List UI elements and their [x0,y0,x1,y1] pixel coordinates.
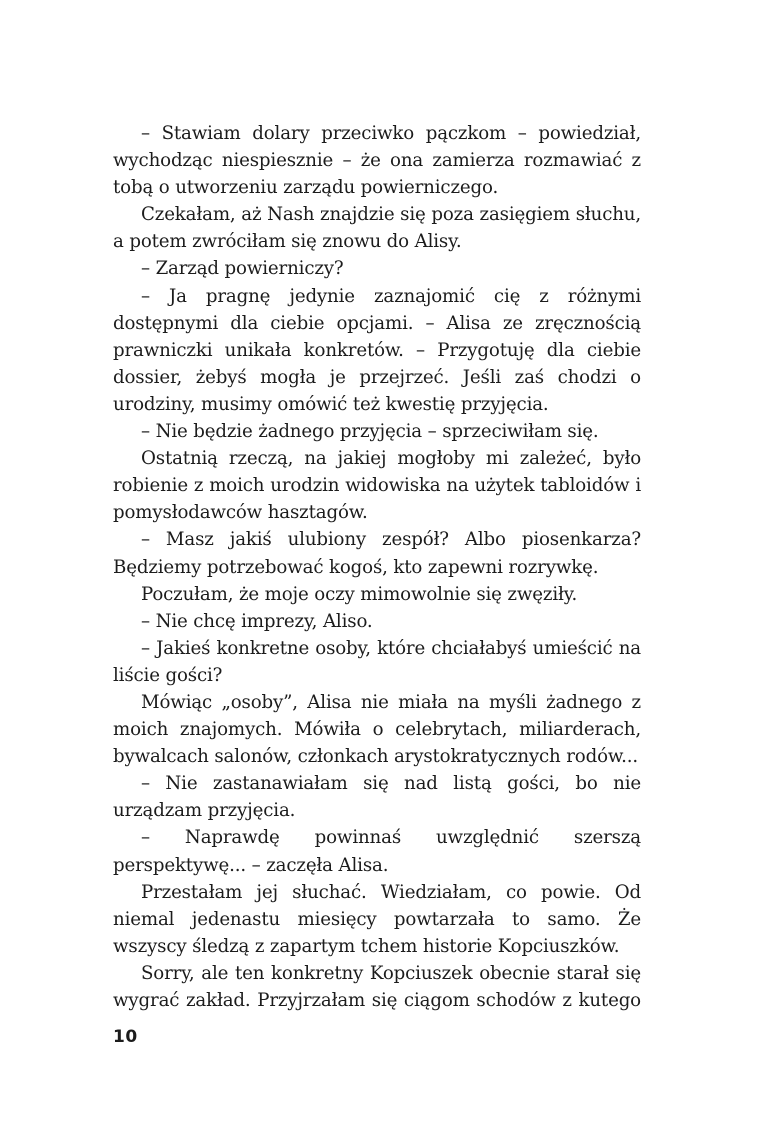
paragraph: Sorry, ale ten konkretny Kopciuszek obecnie starał się wygrać zakład. Przyjrzałam się ciągom schodów z kutego [113,962,641,1011]
paragraph: Mówiąc „osoby”, Alisa nie miała na myśli żadnego z moich znajomych. Mówiła o celebrytach, miliarderach, bywalcach salonów, członkach arystokratycznych rodów... [113,691,641,768]
paragraph: – Zarząd powierniczy? [141,258,344,280]
paragraph: – Jakieś konkretne osoby, które chciałabyś umieścić na liście gości? [113,637,641,686]
paragraph: Przestałam jej słuchać. Wiedziałam, co powie. Od niemal jedenastu miesięcy powtarzała to samo. Że wszyscy śledzą z zapartym tchem historie Kopciuszków. [113,881,641,957]
paragraph: Poczułam, że moje oczy mimowolnie się zwęziły. [141,583,578,605]
paragraph: – Nie chcę imprezy, Aliso. [141,610,373,632]
paragraph: – Ja pragnę jedynie zaznajomić cię z różnymi dostępnymi dla ciebie opcjami. – Alisa ze zręcznością prawniczki unikała konkretów. – Przygotuję dla ciebie dossier, żebyś mogła je przejrzeć. Jeśli zaś chodzi o urodziny, musimy omówić też kwestię przyjęcia. [113,285,641,415]
paragraph: – Nie będzie żadnego przyjęcia – sprzeciwiłam się. [141,421,599,443]
paragraph: – Nie zastanawiałam się nad listą gości, bo nie urządzam przyjęcia. [113,773,641,822]
paragraph: – Stawiam dolary przeciwko pączkom – powiedział, wychodząc niespiesznie – że ona zamierza rozmawiać z tobą o utworzeniu zarządu powierniczego. [113,123,641,199]
paragraph: – Naprawdę powinnaś uwzględnić szerszą perspektywę... – zaczęła Alisa. [113,827,641,876]
body-text [113,120,641,1014]
paragraph: Ostatnią rzeczą, na jakiej mogłoby mi zależeć, było robienie z moich urodzin widowiska na użytek tabloidów i pomysłodawców hasztagów. [113,448,641,524]
paragraph: Czekałam, aż Nash znajdzie się poza zasięgiem słuchu, a potem zwróciłam się znowu do Alisy. [113,204,641,253]
paragraph: – Masz jakiś ulubiony zespół? Albo piosenkarza? Będziemy potrzebować kogoś, kto zapewni rozrywkę. [113,529,641,578]
page-number: 10 [113,1027,138,1047]
